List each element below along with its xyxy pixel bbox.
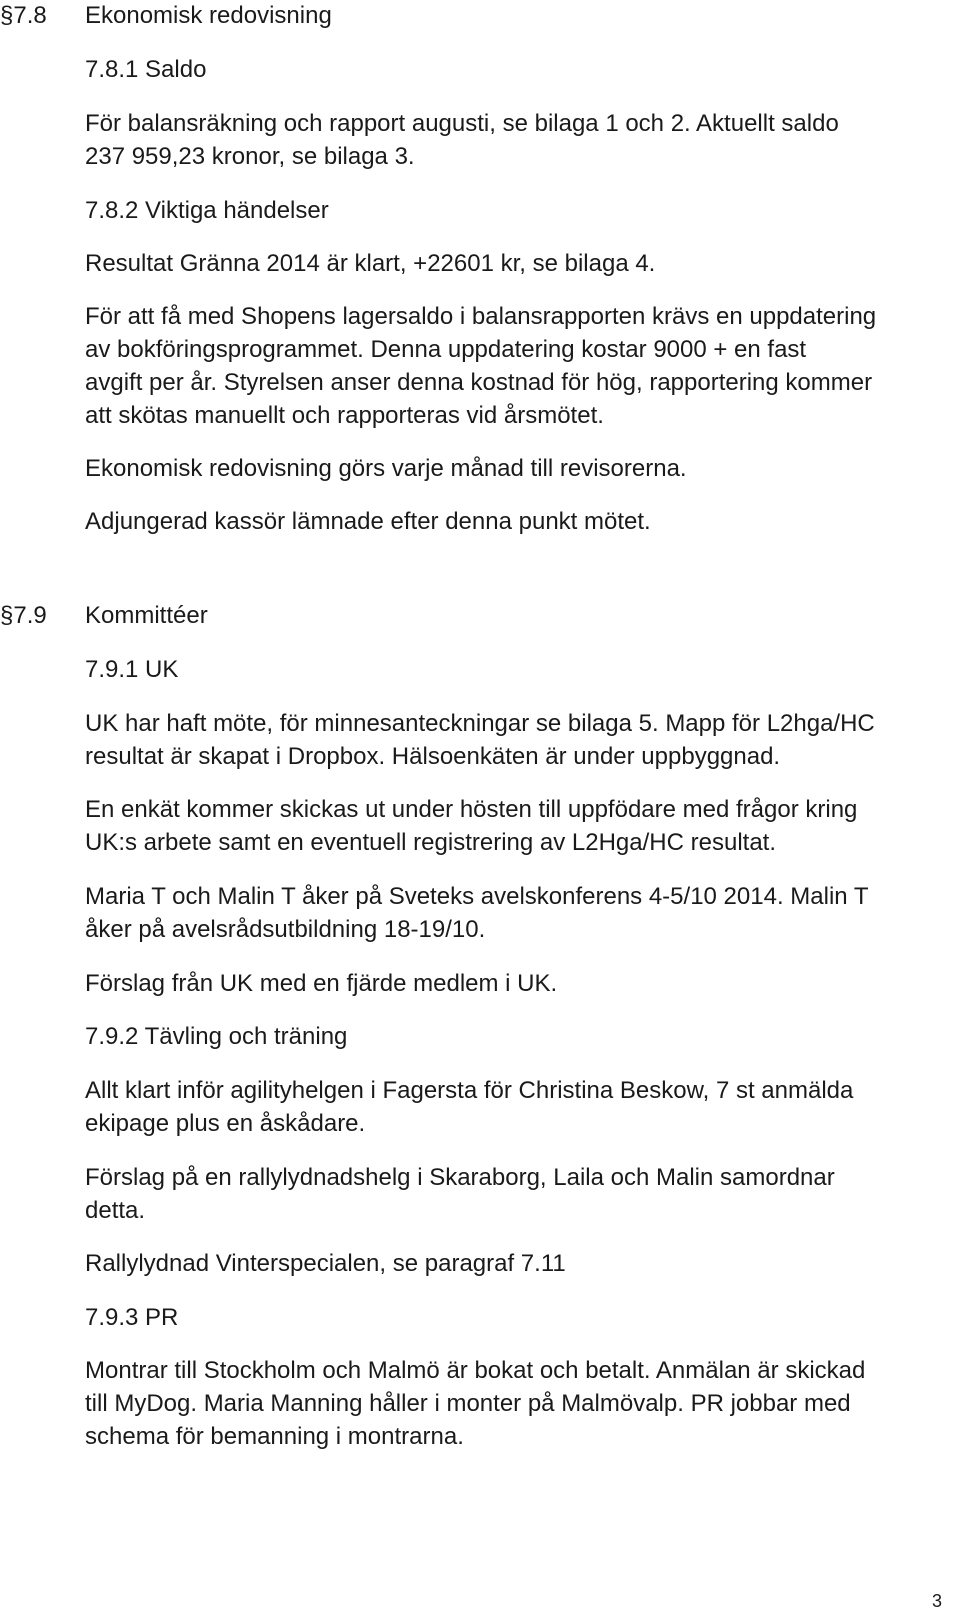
paragraph-line: Maria T och Malin T åker på Sveteks avelskonferens 4-5/10 2014. Malin T	[85, 883, 869, 910]
section-title-ekonomisk-redovisning: Ekonomisk redovisning	[85, 2, 332, 29]
paragraph-line: Förslag på en rallylydnadshelg i Skaraborg, Laila och Malin samordnar	[85, 1164, 835, 1191]
paragraph-line: att skötas manuellt och rapporteras vid årsmötet.	[85, 402, 604, 429]
paragraph-line: Resultat Gränna 2014 är klart, +22601 kr, se bilaga 4.	[85, 250, 656, 277]
subsection-heading-tavling-och-traning: 7.9.2 Tävling och träning	[85, 1023, 348, 1050]
paragraph-line: avgift per år. Styrelsen anser denna kostnad för hög, rapportering kommer	[85, 369, 873, 396]
subsection-heading-pr: 7.9.3 PR	[85, 1304, 179, 1331]
paragraph-line: För att få med Shopens lagersaldo i balansrapporten krävs en uppdatering	[85, 303, 877, 330]
paragraph-line: 237 959,23 kronor, se bilaga 3.	[85, 143, 415, 170]
paragraph-line: åker på avelsrådsutbildning 18-19/10.	[85, 916, 486, 943]
paragraph-line: UK:s arbete samt en eventuell registrering av L2Hga/HC resultat.	[85, 829, 776, 856]
subsection-heading-viktiga-handelser: 7.8.2 Viktiga händelser	[85, 197, 329, 224]
paragraph-line: schema för bemanning i montrarna.	[85, 1423, 464, 1450]
paragraph-line: av bokföringsprogrammet. Denna uppdatering kostar 9000 + en fast	[85, 336, 807, 363]
paragraph-line: En enkät kommer skickas ut under hösten till uppfödare med frågor kring	[85, 796, 858, 823]
paragraph-line: Allt klart inför agilityhelgen i Fagersta för Christina Beskow, 7 st anmälda	[85, 1077, 854, 1104]
paragraph-line: Rallylydnad Vinterspecialen, se paragraf 7.11	[85, 1250, 566, 1277]
paragraph-line: Förslag från UK med en fjärde medlem i UK.	[85, 970, 558, 997]
paragraph-line: För balansräkning och rapport augusti, se bilaga 1 och 2. Aktuellt saldo	[85, 110, 839, 137]
section-title-kommitteer: Kommittéer	[85, 602, 208, 629]
page-number: 3	[931, 1591, 942, 1611]
subsection-heading-saldo: 7.8.1 Saldo	[85, 56, 207, 83]
paragraph-line: till MyDog. Maria Manning håller i monter på Malmövalp. PR jobbar med	[85, 1390, 851, 1417]
paragraph-line: detta.	[85, 1197, 146, 1224]
subsection-heading-uk: 7.9.1 UK	[85, 656, 179, 683]
paragraph-line: Montrar till Stockholm och Malmö är bokat och betalt. Anmälan är skickad	[85, 1357, 866, 1384]
paragraph-line: UK har haft möte, för minnesanteckningar se bilaga 5. Mapp för L2hga/HC	[85, 710, 875, 737]
paragraph-line: Ekonomisk redovisning görs varje månad till revisorerna.	[85, 455, 687, 482]
section-number-7-9: §7.9	[0, 602, 47, 629]
paragraph-line: ekipage plus en åskådare.	[85, 1110, 366, 1137]
paragraph-line: resultat är skapat i Dropbox. Hälsoenkäten är under uppbyggnad.	[85, 743, 781, 770]
paragraph-line: Adjungerad kassör lämnade efter denna punkt mötet.	[85, 508, 651, 535]
section-number-7-8: §7.8	[0, 2, 47, 29]
